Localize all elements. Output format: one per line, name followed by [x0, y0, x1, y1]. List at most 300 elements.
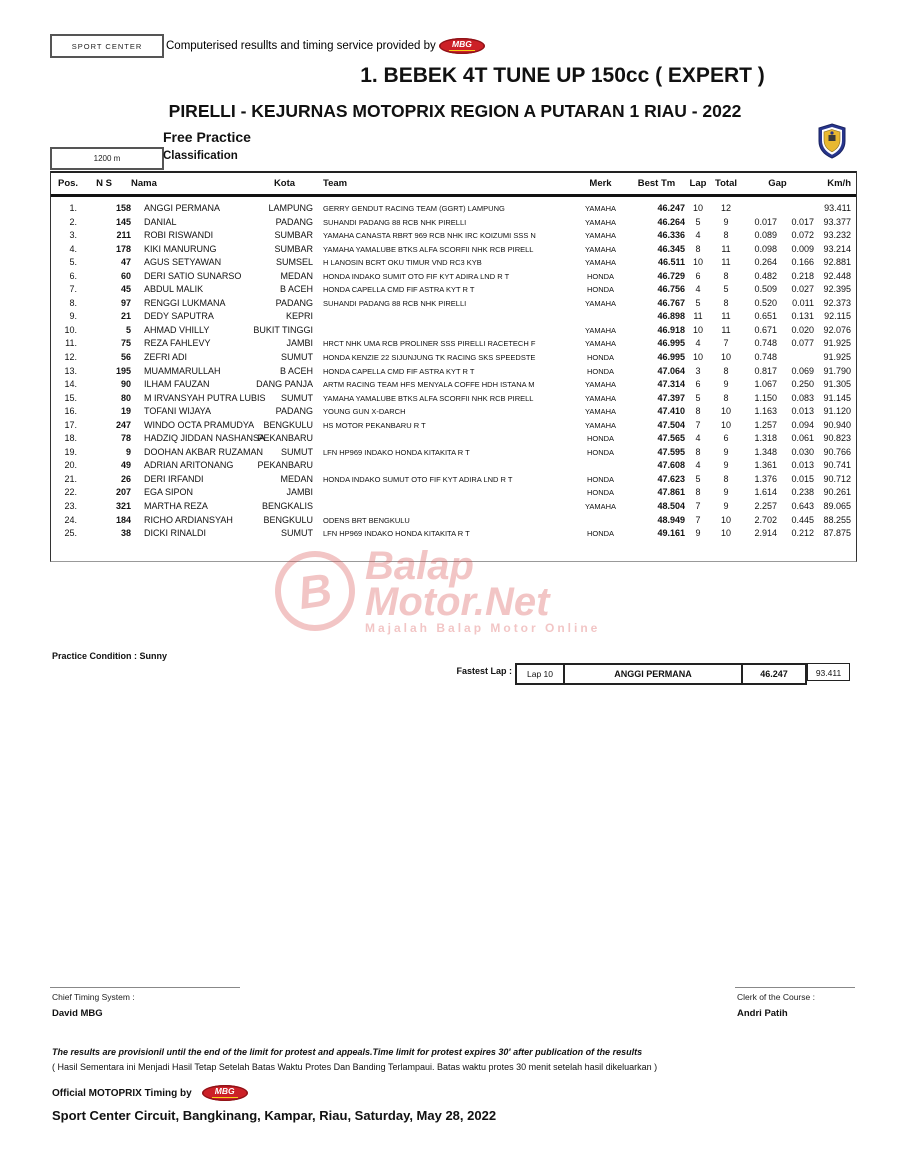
cell-merk: HONDA [586, 529, 615, 539]
cell-best: 46.511 [657, 257, 685, 268]
table-row [51, 446, 856, 460]
cell-pos: 12. [64, 352, 77, 363]
cell-team [313, 459, 573, 473]
cell-ns: 75 [120, 338, 131, 349]
cell-merk: HONDA [586, 366, 615, 376]
cell-team: YAMAHA YAMALUBE BTKS ALFA SCORFII NHK RCB PIRELL [323, 244, 534, 254]
header-team: Team [323, 178, 348, 189]
cell-kota: BENGKALIS [261, 501, 313, 512]
cell-pos: 16. [64, 406, 77, 417]
cell-gap1: 1.150 [754, 392, 777, 403]
cell-merk: HONDA [586, 353, 615, 363]
cell-kota: PEKANBARU [257, 460, 313, 471]
cell-ns: 158 [115, 203, 131, 213]
cell-pos: 13. [64, 365, 77, 376]
watermark-line1: Balap [365, 543, 474, 588]
cell-ns: 26 [120, 473, 131, 484]
cell-total: 8 [723, 270, 729, 281]
official-timing-label: Official MOTOPRIX Timing by [52, 1087, 192, 1099]
cell-pos: 9. [69, 311, 77, 322]
cell-ns: 60 [120, 270, 131, 281]
cell-ns: 45 [120, 284, 131, 295]
cell-best: 48.504 [657, 501, 685, 512]
cell-lap: 8 [695, 487, 701, 498]
cell-best: 47.608 [657, 460, 685, 471]
cell-gap1 [741, 202, 777, 216]
cell-nama: MUAMMARULLAH [144, 365, 221, 376]
cell-gap2 [777, 351, 814, 365]
cell-lap: 4 [695, 433, 701, 444]
cell-ns: 56 [120, 352, 131, 363]
cell-gap2: 0.072 [791, 230, 814, 241]
fastest-lap-rider: ANGGI PERMANA [565, 665, 743, 683]
cell-nama: RENGGI LUKMANA [144, 297, 226, 308]
cell-total: 5 [723, 284, 729, 295]
cell-best: 46.729 [657, 270, 685, 281]
cell-nama: KIKI MANURUNG [144, 243, 217, 254]
cell-lap: 5 [695, 216, 701, 227]
cell-gap1: 0.017 [754, 216, 777, 227]
cell-gap1: 1.376 [754, 473, 777, 484]
cell-total: 11 [721, 324, 731, 335]
cell-kmh: 92.881 [823, 257, 851, 268]
cell-nama: ABDUL MALIK [144, 284, 204, 295]
cell-total: 11 [721, 311, 731, 322]
cell-kota: SUMUT [281, 528, 313, 539]
cell-gap2: 0.069 [791, 365, 814, 376]
cell-gap2: 0.131 [791, 311, 814, 322]
cell-nama: DICKI RINALDI [144, 528, 207, 539]
cell-lap: 6 [695, 270, 701, 281]
distance-label: 1200 m [93, 154, 121, 163]
cell-merk: YAMAHA [584, 502, 617, 512]
cell-kmh: 87.875 [823, 528, 851, 539]
table-row [51, 378, 856, 392]
cell-nama: AHMAD VHILLY [144, 324, 210, 335]
cell-team: SUHANDI PADANG 88 RCB NHK PIRELLI [323, 217, 467, 227]
cell-lap: 9 [695, 528, 701, 539]
table-row [51, 405, 856, 419]
cell-kota: DANG PANJA [256, 379, 313, 390]
cell-best: 47.861 [657, 487, 685, 498]
cell-total: 9 [723, 487, 729, 498]
cell-lap: 7 [695, 501, 701, 512]
cell-gap2: 0.218 [791, 270, 814, 281]
cell-nama: ILHAM FAUZAN [144, 379, 210, 390]
table-row [51, 432, 856, 446]
table-row [51, 270, 856, 284]
cell-nama: DANIAL [144, 216, 177, 227]
cell-best: 47.504 [657, 419, 685, 430]
cell-pos: 15. [64, 392, 77, 403]
fastest-lap-number: Lap 10 [517, 665, 565, 683]
cell-nama: ADRIAN ARITONANG [144, 460, 234, 471]
cell-pos: 22. [64, 487, 77, 498]
cell-best: 48.949 [657, 514, 685, 525]
cell-total: 12 [720, 203, 731, 213]
cell-gap1: 1.348 [754, 446, 777, 457]
table-row [51, 514, 856, 528]
table-row [51, 500, 856, 514]
cell-total: 11 [721, 243, 731, 254]
cell-nama: DOOHAN AKBAR RUZAMAN [144, 446, 264, 457]
cell-gap2: 0.013 [791, 460, 814, 471]
header-merk: Merk [589, 178, 612, 189]
cell-ns: 321 [115, 501, 131, 512]
cell-nama: RICHO ARDIANSYAH [144, 514, 233, 525]
provisional-note-en: The results are provisionil until the end of the limit for protest and appeals.Time limit for protest expires 30' after publication of the results [52, 1047, 643, 1057]
cell-total: 8 [723, 230, 729, 241]
cell-merk: YAMAHA [584, 204, 617, 213]
table-row [51, 229, 856, 243]
cell-merk: YAMAHA [584, 244, 617, 254]
cell-lap: 5 [695, 392, 701, 403]
cell-ns: 211 [116, 230, 131, 241]
cell-merk: YAMAHA [584, 380, 617, 390]
clerk-signature-line [735, 987, 855, 988]
mbg-logo-icon: MBG [439, 38, 485, 54]
cell-total: 9 [723, 216, 729, 227]
cell-gap2: 0.238 [791, 487, 814, 498]
cell-kota: KEPRI [285, 311, 313, 322]
cell-best: 46.247 [657, 203, 685, 213]
cell-nama: ANGGI PERMANA [144, 203, 221, 213]
cell-gap1: 0.748 [754, 352, 777, 363]
cell-kota: PADANG [275, 297, 313, 308]
cell-gap2: 0.083 [791, 392, 814, 403]
cell-nama: EGA SIPON [144, 487, 194, 498]
cell-ns: 5 [125, 324, 131, 335]
table-row [51, 216, 856, 230]
cell-kota: SUMUT [281, 392, 313, 403]
cell-team [313, 432, 573, 446]
cell-nama: ROBI RISWANDI [144, 230, 214, 241]
cell-gap2: 0.250 [791, 379, 814, 390]
cell-total: 8 [723, 365, 729, 376]
cell-pos: 3. [69, 230, 77, 241]
cell-best: 47.064 [657, 365, 685, 376]
cell-total: 9 [723, 379, 729, 390]
header-kota: Kota [273, 178, 296, 189]
cell-total: 9 [723, 446, 729, 457]
cell-team: YOUNG GUN X-DARCH [323, 407, 406, 417]
cell-best: 46.898 [657, 311, 685, 322]
cell-kmh: 88.255 [823, 514, 851, 525]
cell-kota: SUMUT [281, 446, 313, 457]
cell-kota: JAMBI [286, 487, 313, 498]
cell-pos: 21. [64, 473, 77, 484]
results-table-body [51, 197, 856, 541]
cell-lap: 4 [695, 338, 701, 349]
cell-pos: 24. [64, 514, 77, 525]
cell-merk [573, 459, 628, 473]
cell-kota: B ACEH [279, 284, 313, 295]
cell-ns: 78 [120, 433, 131, 444]
cell-lap: 5 [695, 297, 701, 308]
cell-best: 46.995 [657, 352, 685, 363]
header-best: Best Tm [637, 178, 676, 189]
cell-total: 8 [723, 473, 729, 484]
cell-team: HONDA INDAKO SUMIT OTO FIF KYT ADIRA LND R T [323, 271, 510, 281]
cell-best: 47.595 [657, 446, 685, 457]
cell-kmh: 93.377 [823, 216, 851, 227]
table-row [51, 419, 856, 433]
cell-merk: YAMAHA [584, 339, 617, 349]
cell-team: H LANOSIN BCRT OKU TIMUR VND RC3 KYB [323, 258, 482, 268]
cell-kmh: 91.925 [823, 352, 851, 363]
cell-nama: ZEFRI ADI [144, 352, 188, 363]
cell-pos: 10. [64, 324, 77, 335]
page-title: 1. BEBEK 4T TUNE UP 150cc ( EXPERT ) [360, 64, 765, 87]
header-lap: Lap [689, 178, 707, 189]
header-kmh: Km/h [827, 178, 851, 189]
cell-kmh: 92.115 [824, 311, 851, 322]
cell-lap: 4 [695, 460, 701, 471]
watermark-tagline: Majalah Balap Motor Online [365, 621, 601, 636]
cell-gap1: 0.264 [754, 257, 777, 268]
cell-kota: PADANG [275, 406, 313, 417]
practice-condition: Practice Condition : Sunny [52, 651, 168, 661]
cell-kmh: 92.373 [823, 297, 851, 308]
results-table [50, 171, 857, 562]
mbg-logo-icon: MBG [202, 1085, 248, 1101]
chief-timing-label: Chief Timing System : [52, 992, 135, 1002]
cell-lap: 4 [695, 284, 701, 295]
cell-kmh: 92.448 [823, 270, 851, 281]
cell-pos: 8. [69, 297, 77, 308]
cell-nama: TOFANI WIJAYA [144, 406, 212, 417]
cell-lap: 8 [695, 446, 701, 457]
cell-kmh: 90.261 [823, 487, 851, 498]
cell-lap: 5 [695, 473, 701, 484]
cell-kmh: 92.395 [823, 284, 851, 295]
cell-merk: YAMAHA [584, 298, 617, 308]
cell-lap: 10 [692, 203, 703, 213]
table-row [51, 486, 856, 500]
cell-ns: 21 [120, 311, 131, 322]
cell-nama: AGUS SETYAWAN [144, 257, 222, 268]
cell-ns: 9 [125, 446, 131, 457]
cell-merk: HONDA [586, 285, 615, 295]
cell-gap2: 0.445 [791, 514, 814, 525]
cell-ns: 47 [120, 257, 131, 268]
cell-kmh: 89.065 [823, 501, 851, 512]
cell-kmh: 92.076 [823, 324, 851, 335]
cell-ns: 49 [120, 460, 131, 471]
cell-gap1: 1.163 [754, 406, 777, 417]
cell-ns: 195 [115, 365, 131, 376]
cell-lap: 11 [693, 311, 703, 322]
header-total: Total [715, 178, 737, 189]
cell-ns: 145 [115, 216, 131, 227]
cell-team: YAMAHA CANASTA RBRT 969 RCB NHK IRC KOIZUMI SSS N [323, 231, 536, 241]
cell-ns: 19 [120, 406, 131, 417]
session-label: Free Practice [163, 129, 251, 145]
table-row [51, 365, 856, 379]
cell-pos: 2. [69, 216, 77, 227]
cell-kota: BENGKULU [263, 419, 313, 430]
cell-pos: 4. [69, 243, 77, 254]
cell-gap1: 0.817 [754, 365, 777, 376]
cell-pos: 14. [64, 379, 77, 390]
cell-lap: 6 [695, 379, 701, 390]
header-ns: N S [96, 178, 112, 189]
header-pos: Pos. [58, 178, 79, 189]
event-title: PIRELLI - KEJURNAS MOTOPRIX REGION A PUTARAN 1 RIAU - 2022 [168, 101, 742, 121]
cell-nama: WINDO OCTA PRAMUDYA [144, 419, 255, 430]
cell-kmh: 90.712 [823, 473, 851, 484]
cell-gap2: 0.009 [791, 243, 814, 254]
cell-best: 46.995 [657, 338, 685, 349]
provisional-note-id: ( Hasil Sementara ini Menjadi Hasil Tetap Setelah Batas Waktu Protes Dan Banding Terlampaui. Batas waktu protes 30 menit setelah hasil dikeluarkan ) [52, 1062, 658, 1072]
cell-team: ARTM RACING TEAM HFS MENYALA COFFE HDH ISTANA M [323, 380, 535, 390]
table-row [51, 202, 856, 216]
table-row [51, 392, 856, 406]
cell-best: 47.565 [657, 433, 685, 444]
cell-gap1: 2.914 [754, 528, 777, 539]
cell-best: 47.623 [657, 473, 685, 484]
sport-center-label: SPORT CENTER [71, 41, 143, 51]
cell-total: 9 [723, 501, 729, 512]
cell-team [313, 324, 573, 338]
cell-best: 46.918 [657, 324, 685, 335]
cell-gap2: 0.643 [791, 501, 814, 512]
cell-team: HS MOTOR PEKANBARU R T [323, 420, 426, 430]
table-row [51, 351, 856, 365]
cell-total: 10 [720, 352, 731, 363]
cell-kota: PADANG [275, 216, 313, 227]
cell-pos: 6. [69, 270, 77, 281]
cell-pos: 18. [64, 433, 77, 444]
cell-kota: BENGKULU [263, 514, 313, 525]
cell-nama: DEDY SAPUTRA [144, 311, 214, 322]
imi-shield-icon [817, 123, 847, 164]
cell-lap: 7 [695, 419, 701, 430]
cell-kota: LAMPUNG [268, 203, 313, 213]
cell-gap2: 0.212 [791, 528, 814, 539]
cell-kota: SUMSEL [275, 257, 313, 268]
cell-merk: YAMAHA [584, 393, 617, 403]
table-row [51, 256, 856, 270]
cell-kmh: 90.940 [823, 419, 851, 430]
cell-total: 9 [723, 460, 729, 471]
cell-pos: 11. [65, 338, 77, 349]
cell-team: HONDA CAPELLA CMD FIF ASTRA KYT R T [323, 366, 475, 376]
table-row [51, 310, 856, 324]
distance-box [50, 147, 164, 170]
cell-ns: 80 [120, 392, 131, 403]
cell-gap2: 0.020 [791, 324, 814, 335]
cell-gap1: 0.748 [754, 338, 777, 349]
cell-pos: 23. [64, 501, 77, 512]
header-nama: Nama [131, 178, 157, 189]
cell-gap1: 1.318 [754, 433, 777, 444]
cell-gap1: 1.067 [754, 379, 777, 390]
chief-signature-line [50, 987, 240, 988]
cell-lap: 8 [695, 243, 701, 254]
cell-total: 10 [720, 419, 731, 430]
cell-gap2: 0.011 [792, 297, 814, 308]
cell-merk [573, 310, 628, 324]
cell-kota: SUMUT [281, 352, 313, 363]
cell-kmh: 91.305 [823, 379, 851, 390]
provided-by-line: Computerised resullts and timing service provided by MBG [166, 38, 485, 54]
cell-merk [573, 514, 628, 528]
table-row [51, 459, 856, 473]
cell-best: 47.314 [657, 379, 685, 390]
table-row [51, 324, 856, 338]
cell-kmh: 93.214 [823, 243, 851, 254]
cell-kmh: 91.120 [823, 406, 851, 417]
cell-kota: SUMBAR [274, 230, 313, 241]
cell-gap2: 0.166 [791, 257, 814, 268]
cell-team: HONDA KENZIE 22 SIJUNJUNG TK RACING SKS SPEEDSTE [323, 353, 536, 363]
cell-merk: HONDA [586, 447, 615, 457]
cell-merk: YAMAHA [584, 258, 617, 268]
watermark-line2: Motor.Net [365, 580, 550, 625]
cell-gap1: 0.651 [754, 311, 777, 322]
cell-best: 46.264 [657, 216, 685, 227]
cell-lap: 10 [692, 352, 703, 363]
cell-team: HONDA INDAKO SUMUT OTO FIF KYT ADIRA LND R T [323, 474, 513, 484]
cell-lap: 10 [692, 324, 703, 335]
cell-total: 7 [723, 338, 729, 349]
cell-total: 8 [723, 392, 729, 403]
cell-total: 10 [720, 514, 731, 525]
clerk-label: Clerk of the Course : [737, 992, 815, 1002]
cell-gap2: 0.094 [791, 419, 814, 430]
cell-kota: JAMBI [286, 338, 313, 349]
cell-best: 46.345 [657, 243, 685, 254]
cell-best: 47.410 [657, 406, 685, 417]
cell-pos: 7. [69, 284, 77, 295]
cell-total: 10 [720, 406, 731, 417]
cell-team [313, 310, 573, 324]
cell-best: 46.756 [657, 284, 685, 295]
cell-kota: B ACEH [279, 365, 313, 376]
cell-gap1: 2.702 [754, 514, 777, 525]
cell-nama: DERI SATIO SUNARSO [144, 270, 242, 281]
cell-ns: 38 [120, 528, 131, 539]
classification-label: Classification [163, 150, 238, 162]
cell-nama: MARTHA REZA [144, 501, 208, 512]
cell-merk: YAMAHA [584, 420, 617, 430]
cell-kmh: 90.766 [823, 446, 851, 457]
cell-ns: 178 [115, 243, 131, 254]
cell-total: 6 [723, 433, 729, 444]
cell-gap1: 1.614 [754, 487, 777, 498]
cell-gap2: 0.030 [791, 446, 814, 457]
cell-gap1: 0.509 [754, 284, 777, 295]
cell-team: HONDA CAPELLA CMD FIF ASTRA KYT R T [323, 285, 475, 295]
cell-merk: YAMAHA [584, 325, 617, 335]
cell-team: GERRY GENDUT RACING TEAM (GGRT) LAMPUNG [323, 204, 505, 213]
cell-gap1: 0.520 [754, 297, 777, 308]
cell-lap: 3 [695, 365, 701, 376]
cell-pos: 20. [64, 460, 77, 471]
cell-pos: 19. [64, 446, 77, 457]
table-row [51, 297, 856, 311]
cell-nama: REZA FAHLEVY [144, 338, 211, 349]
cell-best: 46.336 [657, 230, 685, 241]
cell-best: 49.161 [657, 528, 685, 539]
cell-gap1: 1.361 [754, 460, 777, 471]
cell-ns: 97 [120, 297, 131, 308]
official-timing-line [52, 1085, 248, 1101]
cell-team [313, 486, 573, 500]
cell-kmh: 91.145 [823, 392, 851, 403]
cell-merk: HONDA [586, 474, 615, 484]
